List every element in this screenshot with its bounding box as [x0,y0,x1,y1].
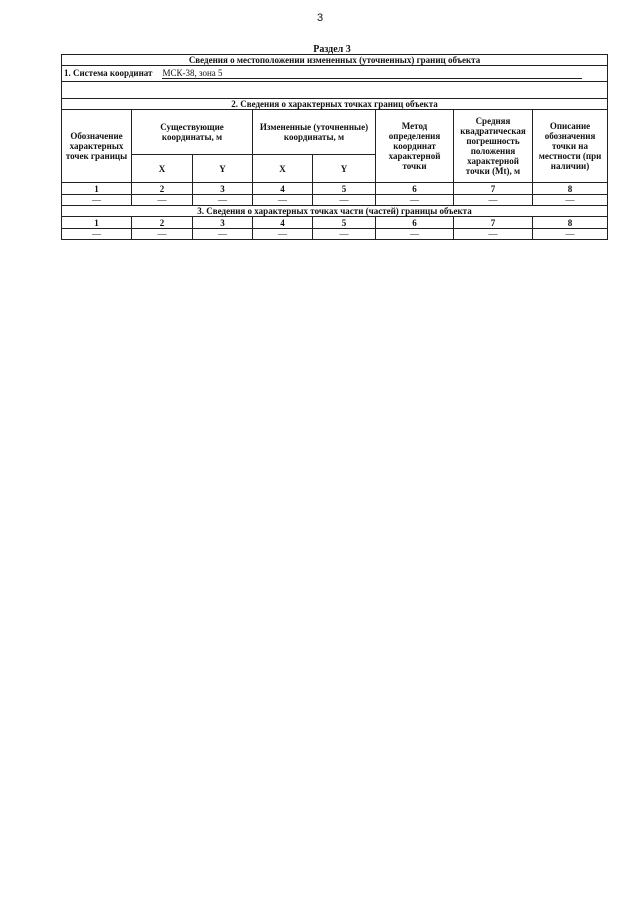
table-cell: — [253,229,313,240]
coord-system-row [62,66,608,82]
table-cell: — [193,229,253,240]
column-number: 5 [313,217,376,229]
header-error: Средняя квадратическая погрешность положения характерной точки (Mt), м [454,110,533,183]
header-existing-coords: Существующие координаты, м [132,110,253,155]
table-title: Сведения о местоположении измененных (уточненных) границ объекта [62,55,608,66]
header-changed-coords: Измененные (уточненные) координаты, м [253,110,376,155]
header-changed-x: X [253,155,313,183]
column-number: 5 [313,183,376,195]
boundary-table [61,54,608,240]
table-cell: — [62,229,132,240]
points-section-title: 2. Сведения о характерных точках границ объекта [62,99,608,110]
table-cell: — [253,195,313,206]
table-cell: — [313,229,376,240]
page-number: 3 [316,12,324,24]
table-cell: — [62,195,132,206]
table-cell: — [376,195,454,206]
column-number: 8 [533,217,608,229]
table-cell: — [132,195,193,206]
table-cell: — [193,195,253,206]
table-cell: — [313,195,376,206]
header-changed-y: Y [313,155,376,183]
column-number: 3 [193,183,253,195]
column-number: 7 [454,217,533,229]
table-cell: — [454,195,533,206]
table-cell: — [376,229,454,240]
column-number: 2 [132,217,193,229]
column-number: 4 [253,183,313,195]
column-number-row [62,183,608,195]
column-number: 4 [253,217,313,229]
table-cell: — [533,229,608,240]
table-row [62,195,608,206]
part-section-title: 3. Сведения о характерных точках части (частей) границы объекта [62,206,608,217]
header-method: Метод определения координат характерной точки [376,110,454,183]
part-column-number-row [62,217,608,229]
column-number: 6 [376,217,454,229]
column-number: 3 [193,217,253,229]
column-number: 2 [132,183,193,195]
header-description: Описание обозначения точки на местности (при наличии) [533,110,608,183]
column-number: 8 [533,183,608,195]
column-number: 1 [62,183,132,195]
column-number: 1 [62,217,132,229]
section-title: Раздел 3 [313,44,351,55]
table-cell: — [533,195,608,206]
coord-system-label: 1. Система координат [64,68,153,78]
table-cell: — [454,229,533,240]
table-row [62,229,608,240]
column-number: 7 [454,183,533,195]
header-existing-y: Y [193,155,253,183]
header-designation: Обозначение характерных точек границы [62,110,132,183]
column-number: 6 [376,183,454,195]
table-cell: — [132,229,193,240]
coord-system-value: МСК-38, зона 5 [162,68,582,79]
header-existing-x: X [132,155,193,183]
spacer-row [62,82,608,99]
